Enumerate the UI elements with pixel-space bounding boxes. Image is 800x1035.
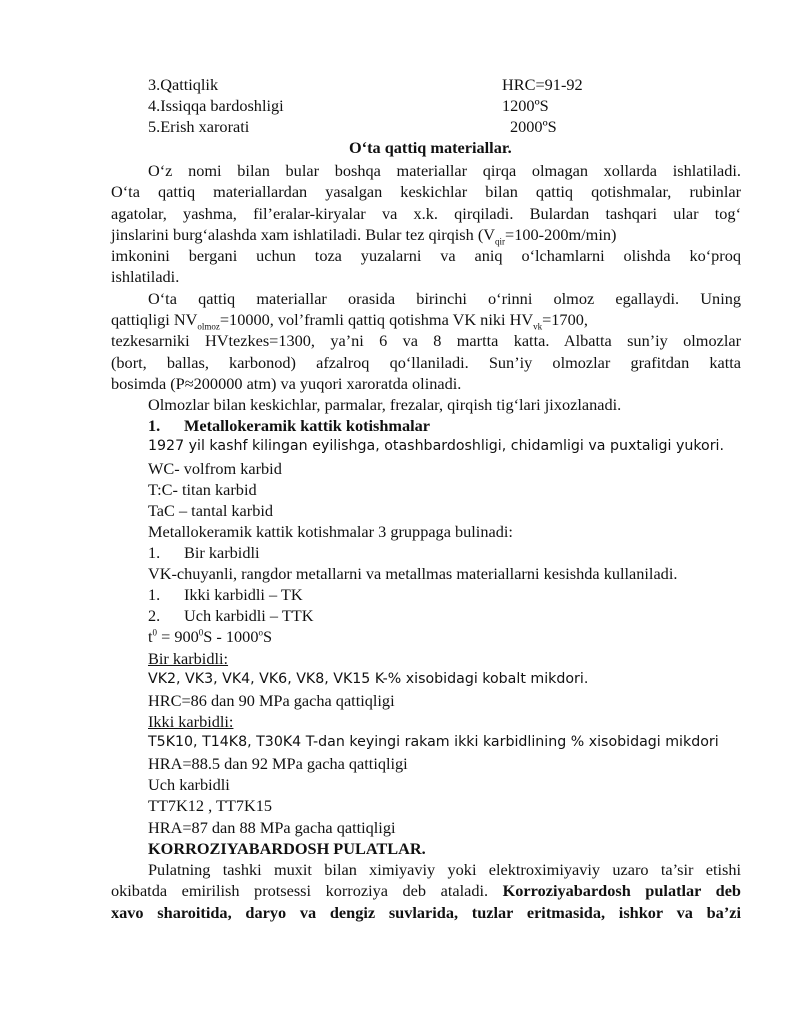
paragraph-line: ishlatiladi. bbox=[111, 267, 180, 286]
subheading: Bir karbidli: bbox=[148, 649, 229, 668]
paragraph-text: =1700, bbox=[542, 310, 588, 329]
paragraph-line: tezkesarniki HVtezkes=1300, ya’ni 6 va 8 martta katta. Albatta sun’iy olmozlar bbox=[111, 331, 741, 350]
text-line: HRC=86 dan 90 MPa gacha qattiqligi bbox=[148, 691, 395, 710]
list-item: Bir karbidli bbox=[184, 543, 260, 562]
paragraph-text: =100-200m/min) bbox=[505, 225, 617, 244]
paragraph-line: O‘z nomi bilan bular boshqa materiallar qirqa olmagan xollarda ishlatiladi. bbox=[148, 161, 741, 180]
paragraph-line: xavo sharoitida, daryo va dengiz suvlarida, tuzlar eritmasida, ishkor va ba’zi bbox=[111, 903, 741, 922]
paragraph-text: jinslarini burg‘alashda xam ishlatiladi. Bular tez qirqish (V bbox=[111, 225, 496, 244]
paragraph-text: =10000, vol’framli qattiq qotishma VK niki HV bbox=[219, 310, 534, 329]
paragraph-line: (bort, ballas, karbonod) afzalroq qo‘llaniladi. Sun’iy olmozlar grafitdan katta bbox=[111, 353, 741, 372]
text-line: VK2, VK3, VK4, VK6, VK8, VK15 K-% xisobidagi kobalt mikdori. bbox=[148, 671, 589, 687]
section-heading: KORROZIYABARDOSH PULATLAR. bbox=[148, 839, 426, 858]
text-line: HRA=88.5 dan 92 MPa gacha qattiqligi bbox=[148, 754, 408, 773]
prop-value: HRC=91-92 bbox=[502, 75, 583, 94]
text-line: Metallokeramik kattik kotishmalar 3 gruppaga bulinadi: bbox=[148, 522, 513, 541]
list-item: Uch karbidli – TTK bbox=[184, 606, 314, 625]
subheading: Uch karbidli bbox=[148, 775, 230, 794]
paragraph-line: imkonini bergani uchun toza yuzalarni va aniq o‘lchamlarni olishda ko‘proq bbox=[111, 246, 741, 265]
prop-label: 3.Qattiqlik bbox=[148, 75, 219, 94]
text-line: VK-chuyanli, rangdor metallarni va metallmas materiallarni kesishda kullaniladi. bbox=[148, 564, 678, 583]
list-number: 1. bbox=[148, 585, 161, 604]
section-heading: O‘ta qattiq materiallar. bbox=[349, 138, 512, 157]
text-line: T5K10, T14K8, T30K4 T-dan keyingi rakam ikki karbidlining % xisobidagi mikdori bbox=[148, 734, 719, 750]
paragraph-line: O‘ta qattiq materiallardan yasalgan keskichlar bilan qattiq qotishmalar, rubinlar bbox=[111, 182, 741, 201]
paragraph-text: okibatda emirilish protsessi korroziya deb ataladi. bbox=[111, 881, 503, 900]
bold-text: Korroziyabardosh pulatlar deb bbox=[502, 881, 741, 900]
list-number: 2. bbox=[148, 606, 161, 625]
paragraph-line bbox=[111, 224, 741, 245]
subscript: qir bbox=[495, 236, 506, 247]
text-line: T:C- titan karbid bbox=[148, 480, 257, 499]
superscript: 0 bbox=[198, 627, 204, 638]
prop-label: 4.Issiqqa bardoshligi bbox=[148, 96, 284, 115]
paragraph-line: Pulatning tashki muxit bilan ximiyaviy yoki elektroximiyaviy uzaro ta’sir etishi bbox=[148, 860, 741, 879]
text-line: WC- volfrom karbid bbox=[148, 459, 282, 478]
prop-label: 5.Erish xarorati bbox=[148, 117, 250, 136]
paragraph-line bbox=[111, 309, 588, 330]
subscript: olmoz bbox=[197, 321, 220, 332]
text: S - 1000 bbox=[203, 627, 259, 646]
text-line: TaC – tantal karbid bbox=[148, 501, 274, 520]
paragraph-line: O‘ta qattiq materiallar orasida birinchi o‘rinni olmoz egallaydi. Uning bbox=[148, 289, 741, 308]
text: = 900 bbox=[157, 627, 199, 646]
paragraph-line: bosimda (P≈200000 atm) va yuqori xaroratda olinadi. bbox=[111, 374, 462, 393]
section-title: Metallokeramik kattik kotishmalar bbox=[184, 416, 431, 435]
text-line: HRA=87 dan 88 MPa gacha qattiqligi bbox=[148, 818, 396, 837]
paragraph-line: agatolar, yashma, fil’eralar-kiryalar va x.k. qirqiladi. Bulardan tashqari ular tog‘ bbox=[111, 204, 741, 223]
text: S bbox=[262, 627, 273, 646]
list-number: 1. bbox=[148, 543, 161, 562]
subheading: Ikki karbidli: bbox=[148, 712, 234, 731]
prop-value: 1200ºS bbox=[502, 96, 549, 115]
paragraph-text: qattiqligi NV bbox=[111, 310, 198, 329]
superscript: 0 bbox=[152, 627, 158, 638]
prop-value: 2000ºS bbox=[510, 117, 557, 136]
subscript: vk bbox=[533, 321, 543, 332]
text-line: TT7K12 , TT7K15 bbox=[148, 796, 273, 815]
text-line: 1927 yil kashf kilingan eyilishga, otashbardoshligi, chidamligi va puxtaligi yukori. bbox=[148, 438, 725, 454]
text: t bbox=[148, 627, 153, 646]
superscript: o bbox=[258, 627, 263, 638]
list-number: 1. bbox=[148, 416, 161, 435]
list-item: Ikki karbidli – TK bbox=[184, 585, 303, 604]
temperature-line bbox=[148, 626, 272, 647]
paragraph-line: Olmozlar bilan keskichlar, parmalar, frezalar, qirqish tig‘lari jixozlanadi. bbox=[148, 395, 622, 414]
paragraph-line bbox=[111, 880, 741, 901]
